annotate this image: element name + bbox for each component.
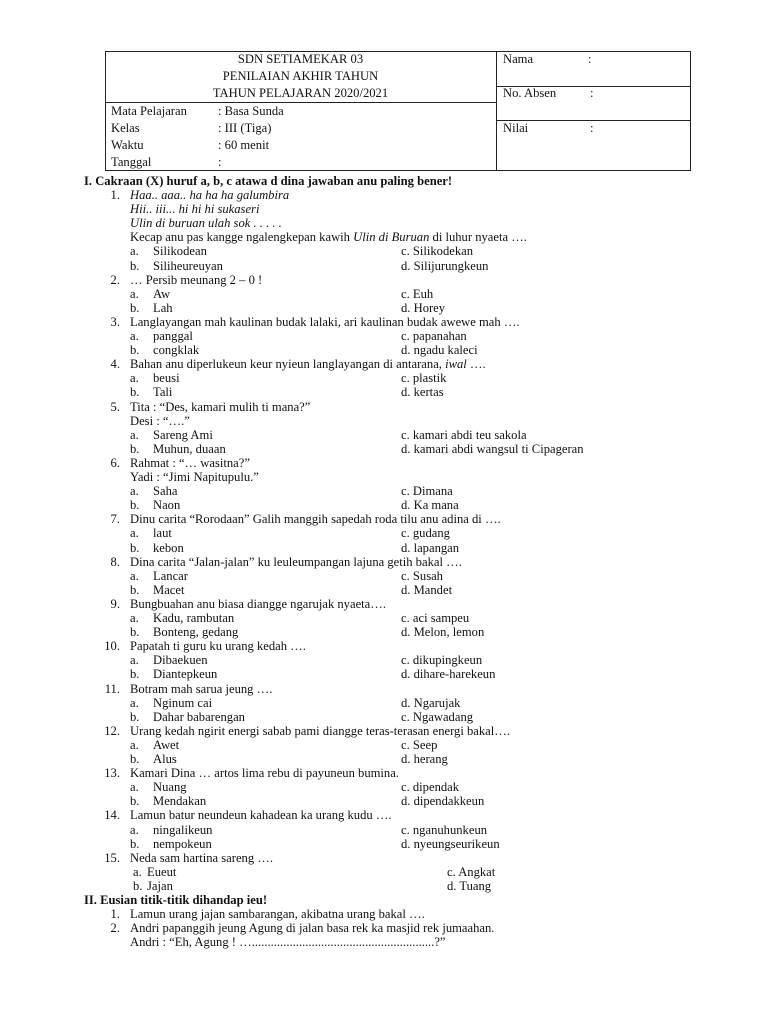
answer-option-row: [0, 823, 768, 837]
exam-title: PENILAIAN AKHIR TAHUN: [222, 69, 379, 83]
option-text: Naon: [153, 498, 181, 513]
option-letter: b.: [130, 343, 140, 358]
question-9-line: [0, 597, 768, 611]
option-text: kebon: [153, 540, 184, 555]
absen-label: No. Absen: [503, 86, 557, 100]
option-right: c. nganuhunkeun: [401, 822, 488, 837]
option-letter: a.: [130, 329, 139, 343]
question-text: [130, 724, 510, 738]
answer-option-row: [0, 696, 768, 710]
school-name: SDN SETIAMEKAR 03: [237, 52, 364, 66]
class-value: : III (Tiga): [218, 121, 272, 135]
answer-option-row: [0, 780, 768, 794]
date-value: :: [218, 155, 222, 169]
italic-text: Haa.. aaa.. ha ha ha galumbira: [130, 188, 290, 202]
answer-option-row: [0, 738, 768, 752]
question-text: [130, 555, 462, 569]
question-text: [130, 512, 501, 526]
question-12-line: [0, 724, 768, 738]
question-1-line: [0, 230, 768, 244]
text-segment: Lamun batur neundeun kahadean ka urang kudu ….: [130, 808, 392, 823]
question-6-line: [0, 470, 768, 484]
question-number: 7.: [110, 512, 120, 527]
text-segment: Desi : “….”: [130, 413, 190, 428]
text-segment: Kecap anu pas kangge ngalengkepan kawih: [130, 230, 354, 245]
essay-text: Andri papanggih jeung Agung di jalan basa rek ka masjid rek jumaahan.: [130, 921, 495, 936]
option-letter: a.: [130, 737, 139, 752]
question-number: 3.: [110, 314, 120, 329]
class-label: Kelas: [111, 121, 140, 135]
italic-text: Ulin di buruan ulah sok . . . . .: [130, 216, 282, 231]
question-number: 4.: [110, 357, 120, 372]
question-13-line: [0, 766, 768, 780]
option-letter: b.: [130, 582, 140, 597]
option-letter: b.: [130, 625, 140, 640]
option-right: c. gudang: [401, 526, 450, 541]
essay-1-line: [0, 907, 768, 921]
answer-option-row: [0, 865, 768, 879]
option-right: d. ngadu kaleci: [401, 343, 478, 358]
option-letter: a.: [130, 244, 139, 259]
answer-option-row: [0, 625, 768, 639]
answer-option-row: [0, 541, 768, 555]
header-table: [105, 51, 691, 171]
score-colon: :: [590, 121, 594, 135]
option-text: Tali: [153, 385, 173, 400]
option-letter: b.: [130, 441, 140, 456]
option-right: d. Ngarujak: [401, 695, 461, 710]
option-right: c. Ngawadang: [401, 709, 474, 724]
question-5-line: [0, 414, 768, 428]
question-1-line: [0, 216, 768, 230]
time-label: Waktu: [111, 138, 144, 152]
question-2-line: [0, 273, 768, 287]
answer-option-row: [0, 710, 768, 724]
question-number: 14.: [104, 808, 120, 823]
answer-option-row: [0, 569, 768, 583]
option-right: d. lapangan: [401, 540, 460, 555]
answer-option-row: [0, 244, 768, 258]
absen-colon: :: [590, 86, 594, 100]
option-right: c. Euh: [401, 286, 434, 301]
answer-option-row: [0, 653, 768, 667]
option-letter: a.: [133, 864, 142, 879]
option-text: Siliheureuyan: [153, 258, 223, 273]
question-number: 12.: [104, 723, 120, 738]
essay-number: 2.: [110, 921, 120, 936]
question-number: 13.: [104, 766, 120, 781]
question-8-line: [0, 555, 768, 569]
answer-option-row: [0, 428, 768, 442]
question-number: 10.: [104, 639, 120, 654]
option-text: Nuang: [153, 780, 187, 795]
option-text: Jajan: [147, 878, 173, 893]
question-text: [130, 808, 392, 822]
question-text: [130, 188, 289, 202]
option-text: Saha: [153, 484, 178, 499]
question-11-line: [0, 682, 768, 696]
option-letter: a.: [130, 568, 139, 583]
question-number: 15.: [104, 850, 120, 865]
option-text: Sareng Ami: [153, 427, 213, 442]
text-segment: Bahan anu diperlukeun keur nyieun langlayangan di antarana,: [130, 357, 446, 372]
question-number: 2.: [110, 272, 120, 287]
text-segment: … Persib meunang 2 – 0 !: [130, 272, 263, 287]
answer-option-row: [0, 343, 768, 357]
name-colon: :: [588, 52, 592, 66]
text-segment: ….: [466, 357, 486, 372]
option-letter: b.: [130, 709, 140, 724]
option-letter: a.: [130, 371, 139, 386]
option-text: laut: [153, 526, 172, 541]
option-letter: a.: [130, 611, 139, 625]
question-text: [130, 273, 262, 287]
answer-option-row: [0, 484, 768, 498]
header-divider: [496, 51, 497, 171]
option-right: d. dihare-harekeun: [401, 667, 496, 682]
option-letter: b.: [130, 498, 140, 513]
answer-option-row: [0, 301, 768, 315]
question-text: [130, 597, 386, 611]
option-letter: a.: [130, 695, 139, 710]
option-text: Lancar: [153, 568, 188, 583]
option-letter: a.: [130, 286, 139, 301]
question-number: 9.: [110, 596, 120, 611]
essay-2-line: [0, 921, 768, 935]
text-segment: Langlayangan mah kaulinan budak lalaki, ari kaulinan budak awewe mah ….: [130, 314, 520, 329]
option-right: d. Mandet: [401, 582, 453, 597]
option-letter: b.: [130, 540, 140, 555]
essay-text: Andri : “Eh, Agung ! …..........................................................?”: [130, 935, 446, 950]
text-segment: Tita : “Des, kamari mulih ti mana?”: [130, 399, 311, 414]
question-1-line: [0, 202, 768, 216]
question-text: [130, 851, 273, 865]
option-right: d. Melon, lemon: [401, 625, 485, 640]
time-value: : 60 menit: [218, 138, 270, 152]
answer-option-row: [0, 879, 768, 893]
text-segment: Dinu carita “Rorodaan” Galih manggih sapedah roda tilu anu adina di ….: [130, 512, 501, 527]
option-right: c. dikupingkeun: [401, 653, 483, 668]
option-letter: b.: [130, 258, 140, 273]
text-segment: Bungbuahan anu biasa diangge ngarujak nyaeta….: [130, 596, 386, 611]
option-text: nempokeun: [153, 836, 212, 851]
question-1-line: [0, 188, 768, 202]
option-letter: a.: [130, 653, 139, 668]
question-text: [130, 470, 259, 484]
text-segment: di luhur nyaeta ….: [429, 230, 527, 245]
option-text: Lah: [153, 300, 173, 315]
answer-option-row: [0, 526, 768, 540]
option-right: d. herang: [401, 752, 448, 766]
option-right: d. Horey: [401, 300, 446, 315]
italic-text: iwal: [445, 357, 467, 372]
option-letter: a.: [130, 526, 139, 541]
option-letter: b.: [130, 836, 140, 851]
option-text: Diantepkeun: [153, 667, 218, 682]
question-14-line: [0, 808, 768, 822]
option-right: d. nyeungseurikeun: [401, 836, 500, 851]
option-right: c. Silikodekan: [401, 244, 474, 259]
answer-option-row: [0, 442, 768, 456]
option-text: Silikodean: [153, 244, 207, 259]
answer-option-row: [0, 667, 768, 681]
answer-option-row: [0, 329, 768, 343]
name-label: Nama: [503, 52, 534, 66]
option-right: c. Seep: [401, 737, 438, 752]
question-text: [130, 682, 272, 696]
question-text: [130, 357, 486, 371]
option-text: Macet: [153, 582, 185, 597]
option-right: c. Susah: [401, 568, 443, 583]
answer-option-row: [0, 259, 768, 273]
text-segment: Kamari Dina … artos lima rebu di payuneun bumina.: [130, 766, 399, 781]
answer-option-row: [0, 385, 768, 399]
text-segment: Rahmat : “… wasitna?”: [130, 455, 250, 470]
question-15-line: [0, 851, 768, 865]
question-number: 6.: [110, 455, 120, 470]
option-text: Dibaekuen: [153, 653, 208, 668]
section-2-heading: II. Eusian titik-titik dihandap ieu!: [84, 893, 268, 907]
text-segment: Neda sam hartina sareng ….: [130, 850, 274, 865]
date-label: Tanggal: [111, 155, 152, 169]
option-letter: a.: [130, 822, 139, 837]
option-right: d. Ka mana: [401, 498, 459, 513]
essay-2-line: [0, 935, 768, 949]
question-5-line: [0, 400, 768, 414]
school-year: TAHUN PELAJARAN 2020/2021: [212, 86, 389, 100]
option-text: beusi: [153, 371, 180, 386]
section-1-heading: I. Cakraan (X) huruf a, b, c atawa d dina jawaban anu paling bener!: [84, 174, 453, 188]
text-segment: Yadi : “Jimi Napitupulu.”: [130, 470, 259, 484]
option-letter: b.: [130, 300, 140, 315]
answer-option-row: [0, 287, 768, 301]
text-segment: Papatah ti guru ku urang kedah ….: [130, 639, 306, 654]
option-text: Mendakan: [153, 794, 207, 809]
option-right: c. kamari abdi teu sakola: [401, 427, 527, 442]
option-text: Muhun, duaan: [153, 441, 226, 456]
option-letter: a.: [130, 780, 139, 795]
option-right: d. kamari abdi wangsul ti Cipageran: [401, 441, 584, 456]
score-label: Nilai: [503, 121, 529, 135]
question-6-line: [0, 456, 768, 470]
option-letter: b.: [130, 794, 140, 809]
text-segment: Dina carita “Jalan-jalan” ku leuleumpangan lajuna getih bakal ….: [130, 554, 462, 569]
answer-option-row: [0, 837, 768, 851]
option-text: Dahar babarengan: [153, 709, 245, 724]
question-4-line: [0, 357, 768, 371]
answer-option-row: [0, 752, 768, 766]
option-text: Kadu, rambutan: [153, 611, 235, 625]
question-text: [130, 400, 310, 414]
question-text: [130, 639, 306, 653]
option-right: c. aci sampeu: [401, 611, 470, 625]
question-text: [130, 202, 259, 216]
subject-label: Mata Pelajaran: [111, 104, 187, 118]
option-right: c. dipendak: [401, 780, 460, 795]
text-segment: Urang kedah ngirit energi sabab pami diangge teras-terasan energi bakal….: [130, 723, 511, 738]
question-number: 5.: [110, 399, 120, 414]
question-7-line: [0, 512, 768, 526]
option-letter: b.: [130, 667, 140, 682]
answer-option-row: [0, 371, 768, 385]
answer-option-row: [0, 611, 768, 625]
option-letter: a.: [130, 484, 139, 499]
option-letter: b.: [130, 752, 140, 766]
question-text: [130, 766, 399, 780]
option-text: ningalikeun: [153, 822, 213, 837]
option-letter: a.: [130, 427, 139, 442]
option-text: Aw: [153, 286, 171, 301]
option-text: panggal: [153, 329, 193, 343]
question-text: [130, 216, 282, 230]
italic-text: Hii.. iii... hi hi hi sukaseri: [130, 202, 260, 217]
answer-option-row: [0, 498, 768, 512]
option-right: c. Dimana: [401, 484, 453, 499]
question-10-line: [0, 639, 768, 653]
option-letter: b.: [133, 878, 143, 893]
option-right: d. Tuang: [447, 878, 492, 893]
question-number: 11.: [104, 681, 120, 696]
option-right: c. plastik: [401, 371, 447, 386]
option-text: Bonteng, gedang: [153, 625, 239, 640]
question-number: 8.: [110, 554, 120, 569]
option-right: d. kertas: [401, 385, 444, 400]
question-number: 1.: [110, 188, 120, 202]
answer-option-row: [0, 794, 768, 808]
option-letter: b.: [130, 385, 140, 400]
question-3-line: [0, 315, 768, 329]
option-text: congklak: [153, 343, 200, 358]
question-text: [130, 414, 190, 428]
subject-value: : Basa Sunda: [218, 104, 284, 118]
option-text: Awet: [153, 737, 180, 752]
essay-number: 1.: [110, 907, 120, 922]
question-text: [130, 456, 250, 470]
answer-option-row: [0, 583, 768, 597]
question-text: [130, 315, 520, 329]
option-right: c. papanahan: [401, 329, 467, 343]
italic-text: Ulin di Buruan: [353, 230, 430, 245]
text-segment: Botram mah sarua jeung ….: [130, 681, 273, 696]
option-text: Eueut: [147, 864, 177, 879]
option-right: d. dipendakkeun: [401, 794, 485, 809]
option-text: Alus: [153, 752, 177, 766]
essay-text: Lamun urang jajan sambarangan, akibatna urang bakal ….: [130, 907, 425, 922]
question-text: [130, 230, 527, 244]
option-right: d. Silijurungkeun: [401, 258, 489, 273]
option-text: Nginum cai: [153, 695, 213, 710]
option-right: c. Angkat: [447, 864, 496, 879]
